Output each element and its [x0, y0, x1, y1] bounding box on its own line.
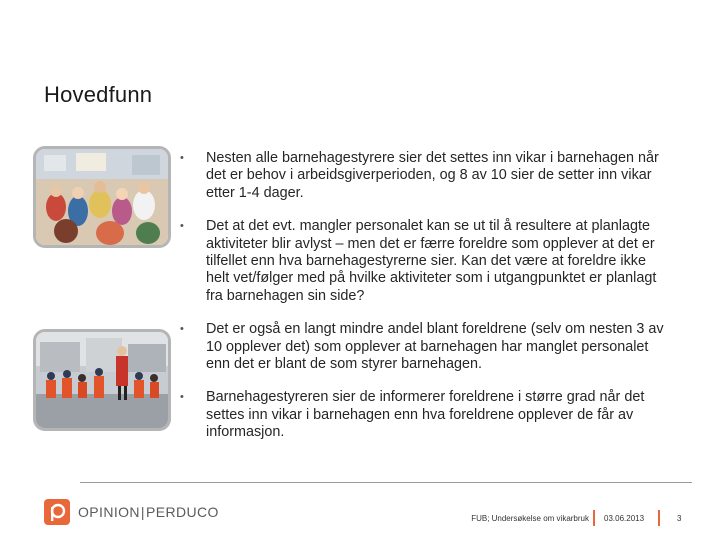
- bullet-dot: •: [180, 152, 184, 164]
- bullet-item: [176, 150, 664, 202]
- company-logo: [44, 497, 219, 527]
- classroom-children-photo: [33, 146, 171, 248]
- bullet-list: [176, 150, 664, 442]
- bullet-dot: •: [180, 391, 184, 404]
- logo-text-right: PERDUCO: [145, 504, 219, 520]
- logo-wordmark: [78, 504, 219, 520]
- logo-text-left: OPINION: [78, 504, 140, 520]
- footer-divider: [80, 482, 692, 483]
- bullet-text: Nesten alle barnehagestyrere sier det settes inn vikar i barnehagen når det er behov i arbeidsgiverperioden, og 8 av 10 sier de setter inn vikar etter 1-4 dager.: [206, 150, 659, 201]
- slide-title: Hovedfunn: [44, 82, 153, 107]
- children-walking-photo: [33, 329, 171, 431]
- bullet-dot: •: [180, 323, 184, 336]
- bullet-text: Det er også en langt mindre andel blant foreldrene (selv om nesten 3 av 10 opplever det) som opplever at barnehagen har manglet personalet enn det er blant de som styrer barnehagen.: [206, 321, 664, 373]
- footer-separator: [593, 510, 595, 526]
- page-number: 3: [677, 514, 682, 523]
- footer-date: 03.06.2013: [604, 514, 645, 523]
- bullet-text: Barnehagestyreren sier de informerer foreldrene i større grad når det settes inn vikar i barnehagen enn hva foreldrene opplever de får av informasjon.: [206, 389, 645, 441]
- bullet-text: Det at det evt. mangler personalet kan se ut til å resultere at planlagte aktiviteter blir avlyst – men det er færre foreldre som opplever at det er tilfellet enn hva barnehagestyrerne sier. Kan det være at foreldre ikke helt vet/følger med på hvilke aktiviteter som i utgangpunktet er planlagt fra barnehagen sin side?: [206, 218, 657, 304]
- bullet-item: [176, 218, 664, 305]
- footer-separator: [658, 510, 660, 526]
- logo-text-separator: |: [140, 504, 145, 520]
- bullet-item: [176, 389, 664, 441]
- logo-mark-icon: [44, 499, 70, 525]
- footer-source: FUB; Undersøkelse om vikarbruk: [471, 514, 589, 523]
- bullet-dot: •: [180, 220, 184, 233]
- bullet-item: [176, 321, 664, 373]
